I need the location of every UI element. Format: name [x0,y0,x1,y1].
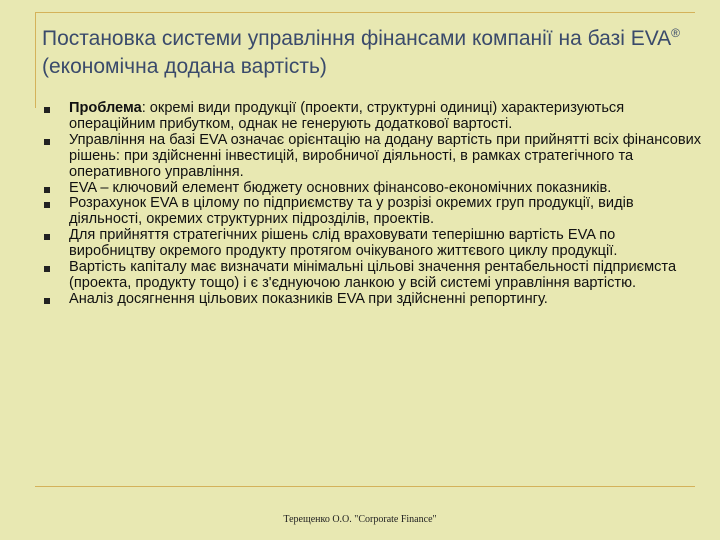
bullet-item [42,181,702,197]
title-rest: (економічна додана вартість) [42,55,327,78]
slide-title [42,25,712,81]
square-bullet-icon [44,139,50,145]
bullet-item [42,260,702,292]
title-main: Постановка системи управління фінансами компанії на базі EVA [42,27,672,50]
square-bullet-icon [44,107,50,113]
bullet-item [42,196,702,228]
left-rule [35,12,36,108]
bullet-text: Для прийняття стратегічних рішень слід враховувати теперішню вартість EVA по виробництву окремого продукту протягом очікуваного життєвого циклу продукції. [69,227,618,260]
bullet-text: Вартість капіталу має визначати мінімальні цільові значення рентабельності підприємста (проекта, продукту тощо) і є з'єднуючою ланкою у всій системі управління вартістю. [69,259,677,291]
bullet-item [42,292,702,308]
bullet-text: Управління на базі EVA означає орієнтацію на додану вартість при прийнятті всіх фінансових рішень: при здійсненні інвестицій, виробничої діяльності, в рамках стратегічного та оперативного управління. [69,131,702,180]
slide-footer: Терещенко О.О. "Corporate Finance" [283,514,437,525]
title-registered-mark: ® [671,26,681,40]
bullet-item [42,101,702,133]
square-bullet-icon [44,202,50,208]
bullet-text: : окремі види продукції (проекти, структурні одиниці) характеризуються операційним прибутком, однак не генерують додаткової вартості. [69,100,625,132]
bullet-text: Розрахунок EVA в цілому по підприємству та у розрізі окремих груп продукції, видів діяльності, окремих структурних підрозділів, проектів. [69,195,634,228]
bullet-item [42,133,702,181]
bottom-rule [35,486,695,487]
bullet-list [42,101,702,308]
square-bullet-icon [44,234,50,240]
bullet-text: Аналіз досягнення цільових показників EVA при здійсненні репортингу. [69,290,548,307]
square-bullet-icon [44,266,50,272]
top-rule [35,12,695,13]
bullet-bold: Проблема [69,100,142,116]
square-bullet-icon [44,298,50,304]
bullet-text: EVA – ключовий елемент бюджету основних фінансово-економічних показників. [69,179,612,196]
bullet-item [42,228,702,260]
square-bullet-icon [44,187,50,193]
